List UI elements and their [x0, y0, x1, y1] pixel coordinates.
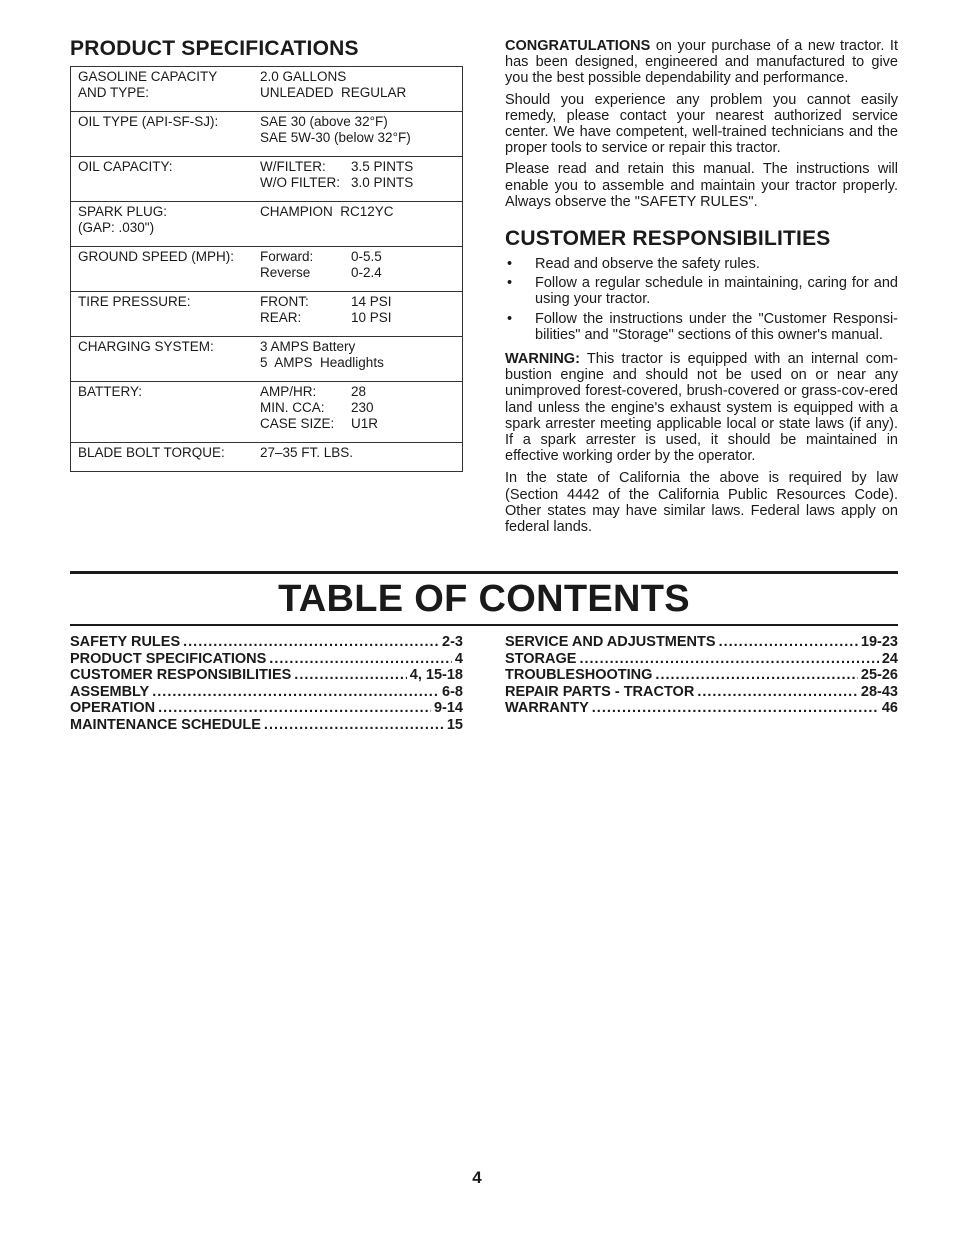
toc-entry-title: PRODUCT SPECIFICATIONS: [70, 650, 267, 667]
spec-value-line: [260, 159, 458, 175]
spec-label: CHARGING SYSTEM:: [78, 339, 214, 354]
toc-entry-page: 15: [446, 716, 463, 733]
responsibility-list: [505, 256, 898, 343]
toc-leader-dots: [592, 700, 879, 717]
list-item: [505, 275, 898, 307]
toc-leader-dots: [269, 651, 452, 668]
toc-leader-dots: [183, 634, 439, 651]
warning-label: WARNING:: [505, 351, 580, 368]
spec-value-cell: [260, 382, 463, 443]
spec-label: GROUND SPEED (MPH):: [78, 249, 235, 264]
spec-value-line: [260, 339, 458, 355]
toc-entry-title: CUSTOMER RESPONSIBILITIES: [70, 667, 292, 683]
retain-manual-paragraph: Please read and retain this manual. The instructions will enable you to assemble and maintain your tractor properly. Always observe the "SAFETY RULES".: [505, 161, 898, 210]
spec-value-key: SAE 5W-30 (below 32°F): [260, 130, 411, 145]
toc-left-column: [70, 634, 463, 733]
spec-label-cell: [71, 443, 261, 472]
spec-value-key: SAE 30 (above 32°F): [260, 114, 388, 129]
spec-value-line: [260, 130, 458, 146]
spec-value-line: [260, 400, 458, 416]
spec-value-key: FRONT:: [260, 294, 309, 309]
spec-value-key: W/FILTER:: [260, 159, 326, 174]
toc-leader-dots: [158, 700, 431, 717]
toc-entry[interactable]: [70, 667, 463, 684]
bullet-icon: •: [507, 256, 513, 273]
spec-value-cell: [260, 443, 463, 472]
toc-entry-title: OPERATION: [70, 700, 156, 716]
spec-label-cell: [71, 67, 261, 112]
spec-value-key: 3 AMPS Battery: [260, 339, 356, 354]
spec-label: BLADE BOLT TORQUE:: [78, 445, 225, 460]
spec-value: 0-2.4: [351, 265, 382, 280]
spec-value-key: Forward:: [260, 249, 314, 264]
customer-responsibilities-title: CUSTOMER RESPONSIBILITIES: [505, 227, 831, 251]
toc-entry[interactable]: [505, 667, 898, 684]
spec-value-line: [260, 69, 458, 85]
warning-text: This tractor is equipped with an internal com-bustion engine and should not be used on or near any unimproved forest-covered, brush-covered or grass-cov-ered land unless the engine's exhaust system is equipped with a spark arrester meeting applicable local or state laws (if any). If a spark arrester is used, it should be maintained in effective working order by the operator.: [505, 351, 898, 465]
spec-value-cell: [260, 112, 463, 157]
spec-value-line: [260, 175, 458, 191]
list-item: [505, 256, 898, 272]
toc-entry[interactable]: [70, 651, 463, 668]
spec-value: U1R: [351, 416, 379, 431]
bullet-icon: •: [507, 275, 513, 292]
spec-value-cell: [260, 337, 463, 382]
congratulations-paragraph: [505, 38, 898, 87]
toc-bottom-rule: [70, 624, 898, 626]
toc-entry-page: 4, 15-18: [409, 667, 463, 683]
spec-value-key: UNLEADED REGULAR: [260, 85, 407, 100]
toc-entry-page: 9-14: [433, 700, 463, 716]
list-item-text: Read and observe the safety rules.: [535, 256, 760, 273]
spec-value: 10 PSI: [351, 310, 392, 325]
intro-section: [505, 38, 898, 540]
spec-value: 0-5.5: [351, 249, 382, 264]
spec-value-cell: [260, 67, 463, 112]
spec-value-key: 2.0 GALLONS: [260, 69, 347, 84]
toc-leader-dots: [264, 717, 444, 734]
toc-entry-title: ASSEMBLY: [70, 683, 150, 700]
table-row: [71, 443, 463, 472]
spec-label: TIRE PRESSURE:: [78, 294, 191, 309]
spec-label: BATTERY:: [78, 384, 143, 399]
spec-table: [70, 66, 463, 472]
toc-leader-dots: [152, 684, 439, 701]
spec-label-cell: [71, 112, 261, 157]
spec-value-line: [260, 416, 458, 432]
spec-value-key: CHAMPION RC12YC: [260, 204, 394, 219]
spec-value-line: [260, 114, 458, 130]
spec-value: 3.5 PINTS: [351, 159, 414, 174]
toc-entry[interactable]: [70, 700, 463, 717]
toc-entry-title: WARRANTY: [505, 700, 589, 716]
toc-title: TABLE OF CONTENTS: [278, 578, 690, 620]
list-item: [505, 311, 898, 343]
toc-entry-page: 19-23: [860, 634, 898, 650]
toc-entry[interactable]: [70, 634, 463, 651]
california-law-paragraph: In the state of California the above is required by law (Section 4442 of the California Public Resources Code). Other states may have similar laws. Federal laws apply on federal lands.: [505, 470, 898, 536]
spec-value-cell: [260, 202, 463, 247]
table-row: [71, 202, 463, 247]
toc-entry-page: 25-26: [860, 667, 898, 683]
toc-entry-title: MAINTENANCE SCHEDULE: [70, 716, 261, 733]
spec-value-key: REAR:: [260, 310, 302, 325]
spec-value: 3.0 PINTS: [351, 175, 414, 190]
spec-label-cell: [71, 202, 261, 247]
table-row: [71, 157, 463, 202]
spec-value: 14 PSI: [351, 294, 392, 309]
toc-entry-title: SERVICE AND ADJUSTMENTS: [505, 634, 716, 650]
spec-value-line: [260, 265, 458, 281]
toc-leader-dots: [655, 667, 857, 684]
spec-label-cell: [71, 382, 261, 443]
toc-entry-title: STORAGE: [505, 650, 577, 667]
spec-value-key: CASE SIZE:: [260, 416, 335, 431]
toc-leader-dots: [294, 667, 406, 684]
toc-entry-page: 2-3: [442, 634, 463, 650]
table-row: [71, 112, 463, 157]
toc-entry-title: REPAIR PARTS - TRACTOR: [505, 683, 695, 700]
spec-label: SPARK PLUG:: [78, 204, 168, 219]
product-specifications-section: [70, 36, 463, 472]
spec-label-cell: [71, 157, 261, 202]
toc-entry[interactable]: [505, 651, 898, 668]
toc-top-rule: [70, 571, 898, 574]
toc-leader-dots: [719, 634, 858, 651]
spec-value-line: [260, 445, 458, 461]
spec-value-key: Reverse: [260, 265, 311, 280]
spec-label: GASOLINE CAPACITY: [78, 69, 218, 84]
table-row: [71, 247, 463, 292]
problem-paragraph: Should you experience any problem you cannot easily remedy, please contact your nearest authorized service center. We have competent, well-trained technicians and the proper tools to service or repair this tractor.: [505, 91, 898, 157]
spec-label-cell: [71, 337, 261, 382]
list-item-text: Follow a regular schedule in maintaining, caring for and using your tractor.: [535, 275, 898, 308]
table-row: [71, 337, 463, 382]
warning-paragraph: [505, 351, 898, 464]
spec-value-line: [260, 85, 458, 101]
toc-entry-page: 28-43: [860, 683, 898, 700]
toc-entry-page: 24: [881, 650, 898, 667]
spec-value-line: [260, 310, 458, 326]
spec-value-key: 27–35 FT. LBS.: [260, 445, 354, 460]
toc-leader-dots: [697, 684, 858, 701]
spec-value-line: [260, 355, 458, 371]
spec-label: AND TYPE:: [78, 85, 150, 100]
toc-entry[interactable]: [505, 700, 898, 717]
spec-value-line: [260, 249, 458, 265]
spec-value: 230: [351, 400, 374, 415]
toc-entry[interactable]: [70, 717, 463, 734]
spec-label-cell: [71, 292, 261, 337]
toc-entry-page: 46: [881, 700, 898, 716]
toc-leader-dots: [579, 651, 878, 668]
toc-entry-page: 6-8: [442, 683, 463, 700]
page-number: 4: [472, 1168, 482, 1187]
spec-value-key: MIN. CCA:: [260, 400, 325, 415]
spec-label-cell: [71, 247, 261, 292]
spec-value-line: [260, 294, 458, 310]
toc-entry[interactable]: [505, 684, 898, 701]
toc-entry-title: TROUBLESHOOTING: [505, 667, 653, 683]
spec-table-body: [71, 67, 463, 472]
list-item-text: Follow the instructions under the "Customer Responsi-bilities" and "Storage" sections of this owner's manual.: [535, 310, 898, 343]
spec-value-cell: [260, 157, 463, 202]
bullet-icon: •: [507, 310, 513, 327]
toc-right-column: [505, 634, 898, 717]
table-row: [71, 67, 463, 112]
spec-label: OIL TYPE (API-SF-SJ):: [78, 114, 219, 129]
congratulations-text: on your purchase of a new tractor. It has been designed, engineered and manufactured to give you the best possible dependability and performance.: [505, 38, 898, 87]
congratulations-lead: CONGRATULATIONS: [505, 38, 651, 54]
table-row: [71, 292, 463, 337]
product-specifications-title: PRODUCT SPECIFICATIONS: [70, 37, 359, 60]
spec-value-key: W/O FILTER:: [260, 175, 340, 190]
table-row: [71, 382, 463, 443]
spec-label: (GAP: .030"): [78, 220, 155, 235]
toc-entry-page: 4: [454, 650, 463, 667]
spec-value: 28: [351, 384, 367, 399]
spec-value-key: AMP/HR:: [260, 384, 317, 399]
toc-entry[interactable]: [505, 634, 898, 651]
spec-value-line: [260, 204, 458, 220]
spec-value-cell: [260, 247, 463, 292]
spec-value-line: [260, 384, 458, 400]
toc-entry-title: SAFETY RULES: [70, 634, 181, 650]
spec-value-key: 5 AMPS Headlights: [260, 355, 384, 370]
spec-label: OIL CAPACITY:: [78, 159, 173, 174]
toc-entry[interactable]: [70, 684, 463, 701]
spec-value-cell: [260, 292, 463, 337]
